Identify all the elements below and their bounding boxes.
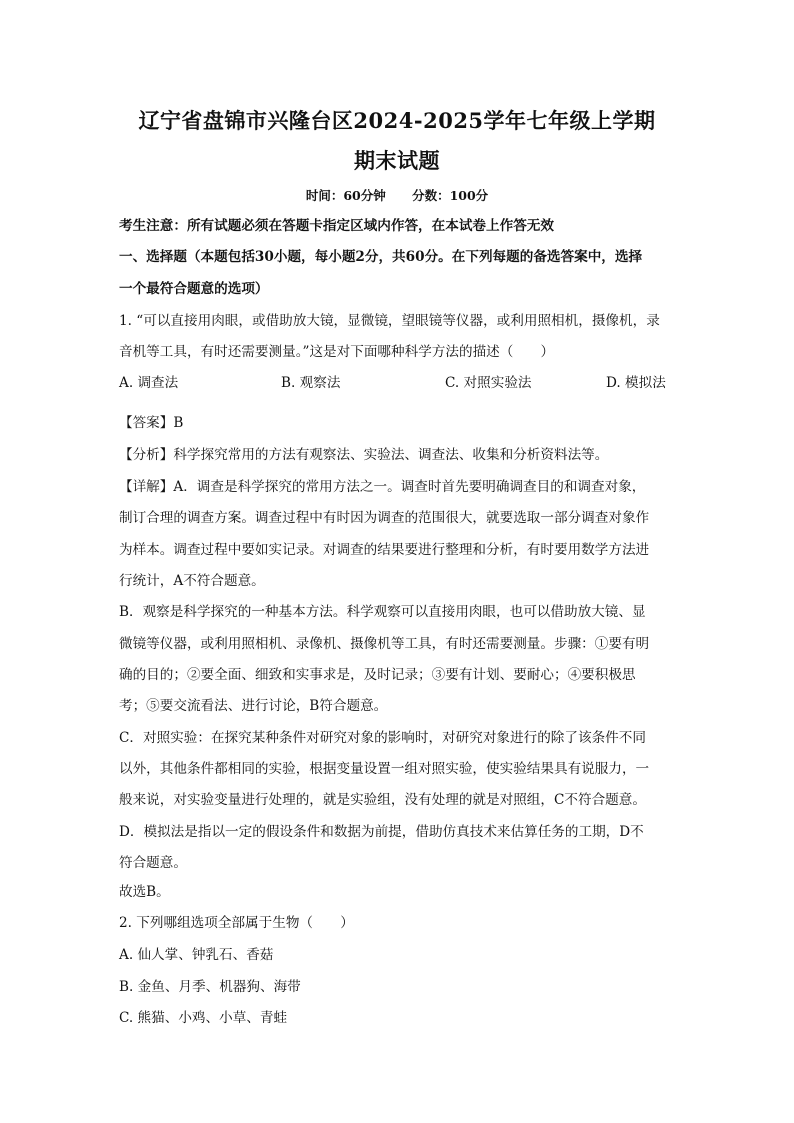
question-1-detail-line: 般来说，对实验变量进行处理的，就是实验组，没有处理的就是对照组，C不符合题意。 bbox=[119, 792, 646, 808]
question-1-detail-line: 行统计，A不符合题意。 bbox=[119, 573, 265, 589]
question-1-detail-line: 为样本。调查过程中要如实记录。对调查的结果要进行整理和分析，有时要用数学方法进 bbox=[119, 542, 650, 558]
question-1-detail-line: B．观察是科学探究的一种基本方法。科学观察可以直接用肉眼，也可以借助放大镜、显 bbox=[119, 604, 646, 620]
question-1-detail-line: 以外，其他条件都相同的实验，根据变量设置一组对照实验，使实验结果具有说服力，一 bbox=[119, 761, 650, 777]
exam-score: 分数：100分 bbox=[412, 188, 489, 203]
exam-title-line1: 辽宁省盘锦市兴隆台区2024-2025学年七年级上学期 bbox=[138, 108, 656, 133]
section-heading-line2: 一个最符合题意的选项） bbox=[119, 281, 269, 297]
question-1-detail-line: 【详解】A．调查是科学探究的常用方法之一。调查时首先要明确调查目的和调查对象， bbox=[119, 479, 646, 495]
exam-title-line2: 期末试题 bbox=[354, 148, 440, 173]
question-2-option-b: B. 金鱼、月季、机器狗、海带 bbox=[119, 979, 301, 995]
question-1-detail-line: C．对照实验：在探究某种条件对研究对象的影响时，对研究对象进行的除了该条件不同 bbox=[119, 730, 646, 746]
question-2-stem: 2. 下列哪组选项全部属于生物（ ） bbox=[119, 915, 354, 931]
question-1-detail-line: 符合题意。 bbox=[119, 855, 187, 871]
question-1-detail-line: D．模拟法是指以一定的假设条件和数据为前提，借助仿真技术来估算任务的工期，D不 bbox=[119, 824, 644, 840]
exam-notice: 考生注意：所有试题必须在答题卡指定区域内作答，在本试卷上作答无效 bbox=[119, 218, 554, 234]
question-1-stem-line2: 音机等工具，有时还需要测量。”这是对下面哪种科学方法的描述（ ） bbox=[119, 344, 555, 360]
question-1-option-d: D. 模拟法 bbox=[606, 375, 666, 391]
exam-time: 时间：60分钟 bbox=[305, 188, 386, 203]
question-2-option-a: A. 仙人掌、钟乳石、香菇 bbox=[119, 947, 274, 963]
question-1-option-b: B. 观察法 bbox=[281, 375, 341, 391]
exam-meta bbox=[0, 186, 794, 204]
question-1-option-c: C. 对照实验法 bbox=[445, 375, 532, 391]
question-1-option-a: A. 调查法 bbox=[119, 375, 179, 391]
question-1-conclusion: 故选B。 bbox=[119, 884, 170, 900]
question-1-stem-line1: 1. “可以直接用肉眼，或借助放大镜，显微镜，望眼镜等仪器，或利用照相机，摄像机，录 bbox=[119, 313, 660, 329]
question-1-analysis: 【分析】科学探究常用的方法有观察法、实验法、调查法、收集和分析资料法等。 bbox=[119, 447, 609, 463]
question-1-detail-line: 确的目的；②要全面、细致和实事求是，及时记录；③要有计划、要耐心；④要积极思 bbox=[119, 667, 636, 683]
question-1-detail-line: 制订合理的调查方案。调查过程中有时因为调查的范围很大，就要选取一部分调查对象作 bbox=[119, 510, 650, 526]
question-1-detail-line: 考；⑤要交流看法、进行讨论，B符合题意。 bbox=[119, 698, 388, 714]
question-2-option-c: C. 熊猫、小鸡、小草、青蛙 bbox=[119, 1010, 288, 1026]
section-heading-line1: 一、选择题（本题包括30小题，每小题2分，共60分。在下列每题的备选答案中，选择 bbox=[119, 249, 643, 265]
question-1-answer: 【答案】B bbox=[119, 415, 184, 431]
question-1-detail-line: 微镜等仪器，或利用照相机、录像机、摄像机等工具，有时还需要测量。步骤：①要有明 bbox=[119, 636, 650, 652]
